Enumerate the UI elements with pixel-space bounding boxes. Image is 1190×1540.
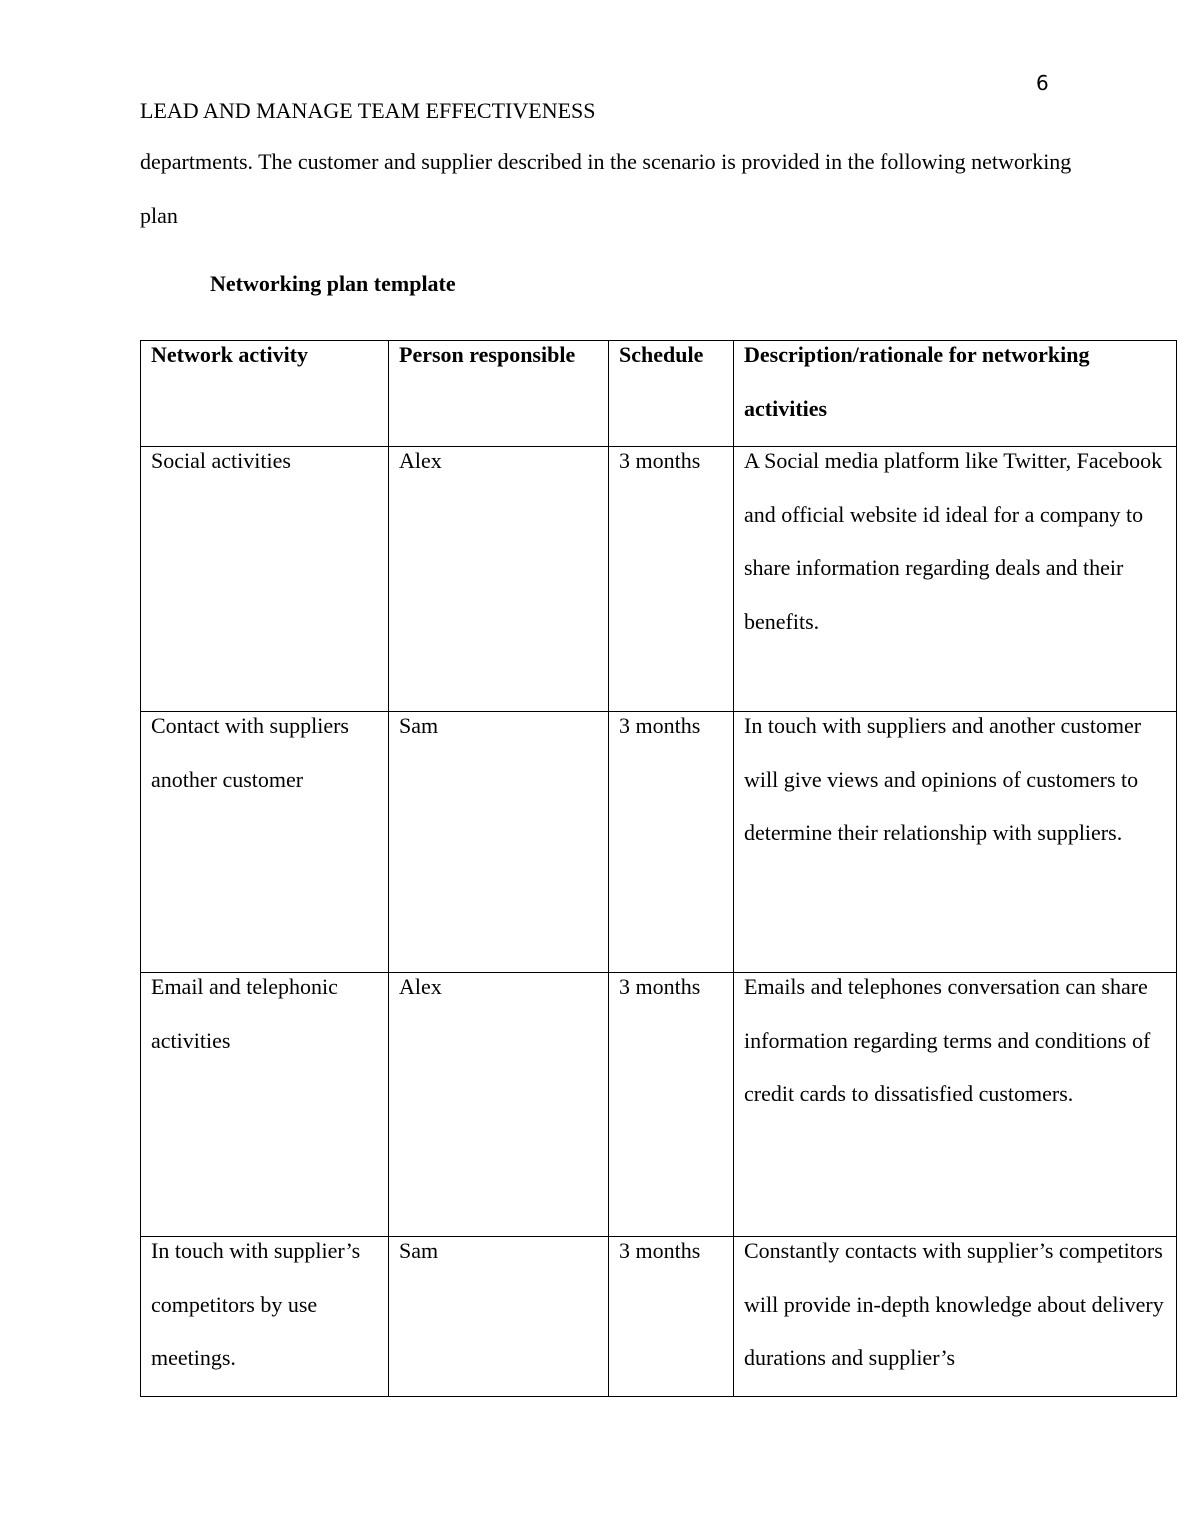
page-number: 6 (1036, 71, 1049, 95)
table-row (141, 1237, 1177, 1397)
header-schedule: Schedule (609, 341, 734, 447)
cell-person: Alex (389, 447, 609, 712)
cell-activity: In touch with supplier’s competitors by use meetings. (141, 1237, 389, 1397)
cell-person: Sam (389, 1237, 609, 1397)
cell-person: Alex (389, 973, 609, 1237)
cell-description: In touch with suppliers and another customer will give views and opinions of customers to determine their relationship with suppliers. (734, 712, 1177, 973)
cell-description: Constantly contacts with supplier’s competitors will provide in-depth knowledge about delivery durations and supplier’s (734, 1237, 1177, 1397)
table-header-row (141, 341, 1177, 447)
cell-schedule: 3 months (609, 712, 734, 973)
cell-description: Emails and telephones conversation can share information regarding terms and conditions of credit cards to dissatisfied customers. (734, 973, 1177, 1237)
header-person-responsible: Person responsible (389, 341, 609, 447)
networking-plan-table (140, 340, 1177, 1397)
cell-activity: Contact with suppliers another customer (141, 712, 389, 973)
cell-schedule: 3 months (609, 447, 734, 712)
cell-activity: Email and telephonic activities (141, 973, 389, 1237)
cell-schedule: 3 months (609, 1237, 734, 1397)
header-description: Description/rationale for networking activities (734, 341, 1177, 447)
table-row (141, 447, 1177, 712)
cell-description: A Social media platform like Twitter, Facebook and official website id ideal for a company to share information regarding deals and their benefits. (734, 447, 1177, 712)
running-head: LEAD AND MANAGE TEAM EFFECTIVENESS (140, 98, 596, 123)
cell-activity: Social activities (141, 447, 389, 712)
table-row (141, 712, 1177, 973)
header-network-activity: Network activity (141, 341, 389, 447)
body-paragraph: departments. The customer and supplier described in the scenario is provided in the following networking plan (140, 149, 1072, 228)
table-row (141, 973, 1177, 1237)
table-title: Networking plan template (210, 271, 456, 296)
cell-schedule: 3 months (609, 973, 734, 1237)
cell-person: Sam (389, 712, 609, 973)
